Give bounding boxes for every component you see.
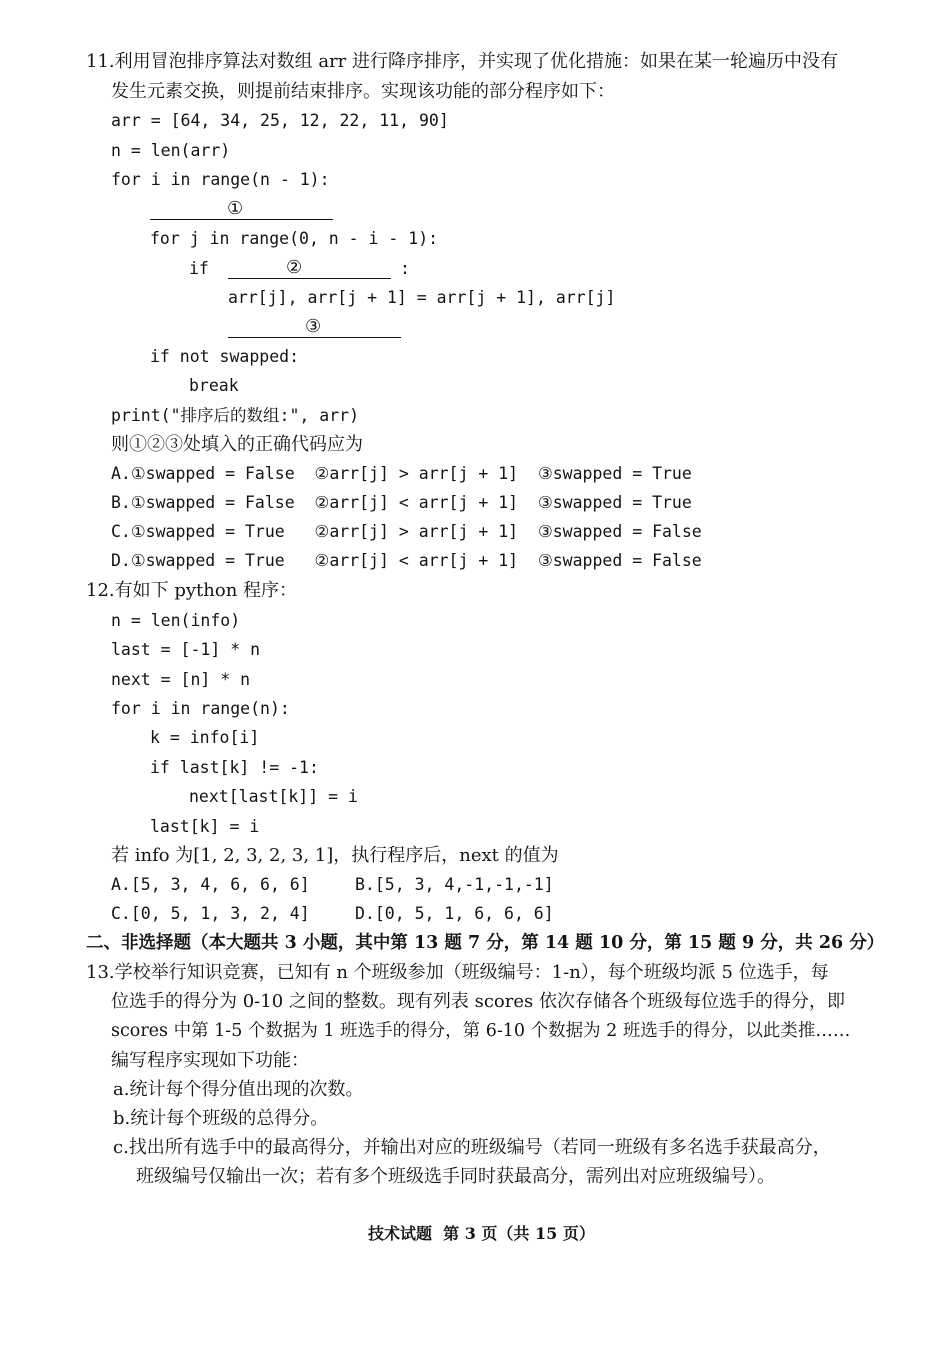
q11-option-d: D.①swapped = True ②arr[j] < arr[j + 1] ③swapped = False — [111, 551, 702, 570]
page-footer: 技术试题 第 3 页（共 15 页） — [368, 1224, 595, 1243]
blank-1-marker: ① — [227, 198, 244, 219]
q11-code-line: arr[j], arr[j + 1] = arr[j + 1], arr[j] — [228, 288, 616, 307]
q11-stem-line2: 发生元素交换，则提前结束排序。实现该功能的部分程序如下： — [111, 81, 615, 102]
q11-option-a: A.①swapped = False ②arr[j] > arr[j + 1] ③swapped = True — [111, 464, 692, 483]
q13-line1: 13.学校举行知识竞赛，已知有 n 个班级参加（班级编号：1-n），每个班级均派 5 位选手，每 — [86, 962, 829, 983]
q13-item-c-line1: c.找出所有选手中的最高得分，并输出对应的班级编号（若同一班级有多名选手获最高分， — [113, 1137, 831, 1158]
q11-question: 则①②③处填入的正确代码应为 — [111, 434, 363, 455]
q11-code-line: for i in range(n - 1): — [111, 170, 330, 189]
q11-code-line: n = len(arr) — [111, 141, 231, 160]
q12-code-line: last[k] = i — [150, 817, 260, 836]
q12-code-line: k = info[i] — [150, 728, 260, 747]
q13-line2: 位选手的得分为 0-10 之间的整数。现有列表 scores 依次存储各个班级每位选手的得分，即 — [111, 991, 845, 1012]
q11-code-line: if — [189, 259, 209, 278]
q12-stem: 12.有如下 python 程序： — [86, 580, 298, 601]
q12-option-a: A.[5, 3, 4, 6, 6, 6] — [111, 875, 310, 894]
q12-code-line: last = [-1] * n — [111, 640, 261, 659]
q11-option-b: B.①swapped = False ②arr[j] < arr[j + 1] ③swapped = True — [111, 493, 692, 512]
blank-3-marker: ③ — [305, 316, 322, 337]
q11-code-line: arr = [64, 34, 25, 12, 22, 11, 90] — [111, 111, 449, 130]
q11-code-line: print("排序后的数组:", arr) — [111, 406, 360, 425]
q12-question: 若 info 为[1, 2, 3, 2, 3, 1]，执行程序后，next 的值为 — [111, 845, 559, 866]
q13-item-b: b.统计每个班级的总得分。 — [113, 1108, 329, 1129]
q13-line4: 编写程序实现如下功能： — [111, 1050, 309, 1071]
blank-2-marker: ② — [286, 257, 303, 278]
q12-option-d: D.[0, 5, 1, 6, 6, 6] — [355, 904, 554, 923]
q13-item-a: a.统计每个得分值出现的次数。 — [113, 1079, 364, 1100]
q11-code-line: for j in range(0, n - i - 1): — [150, 229, 439, 248]
blank-2 — [228, 256, 391, 279]
q11-option-c: C.①swapped = True ②arr[j] > arr[j + 1] ③swapped = False — [111, 522, 702, 541]
q11-code-line: : — [400, 259, 410, 278]
q12-code-line: for i in range(n): — [111, 699, 290, 718]
q13-line3: scores 中第 1-5 个数据为 1 班选手的得分，第 6-10 个数据为 2 班选手的得分，以此类推…… — [111, 1021, 851, 1041]
q12-code-line: n = len(info) — [111, 611, 241, 630]
q12-code-line: if last[k] != -1: — [150, 758, 319, 777]
q11-stem-line1: 11.利用冒泡排序算法对数组 arr 进行降序排序，并实现了优化措施：如果在某一轮遍历中没有 — [86, 51, 839, 72]
q12-code-line: next = [n] * n — [111, 670, 251, 689]
section-2-heading: 二、非选择题（本大题共 3 小题，其中第 13 题 7 分，第 14 题 10 分，第 15 题 9 分，共 26 分） — [86, 933, 885, 953]
q11-code-line: if not swapped: — [150, 347, 300, 366]
q12-option-c: C.[0, 5, 1, 3, 2, 4] — [111, 904, 310, 923]
q12-option-b: B.[5, 3, 4,-1,-1,-1] — [355, 875, 554, 894]
q13-item-c-line2: 班级编号仅输出一次；若有多个班级选手同时获最高分，需列出对应班级编号）。 — [136, 1166, 775, 1187]
q12-code-line: next[last[k]] = i — [189, 787, 358, 806]
q11-code-line: break — [189, 376, 239, 395]
